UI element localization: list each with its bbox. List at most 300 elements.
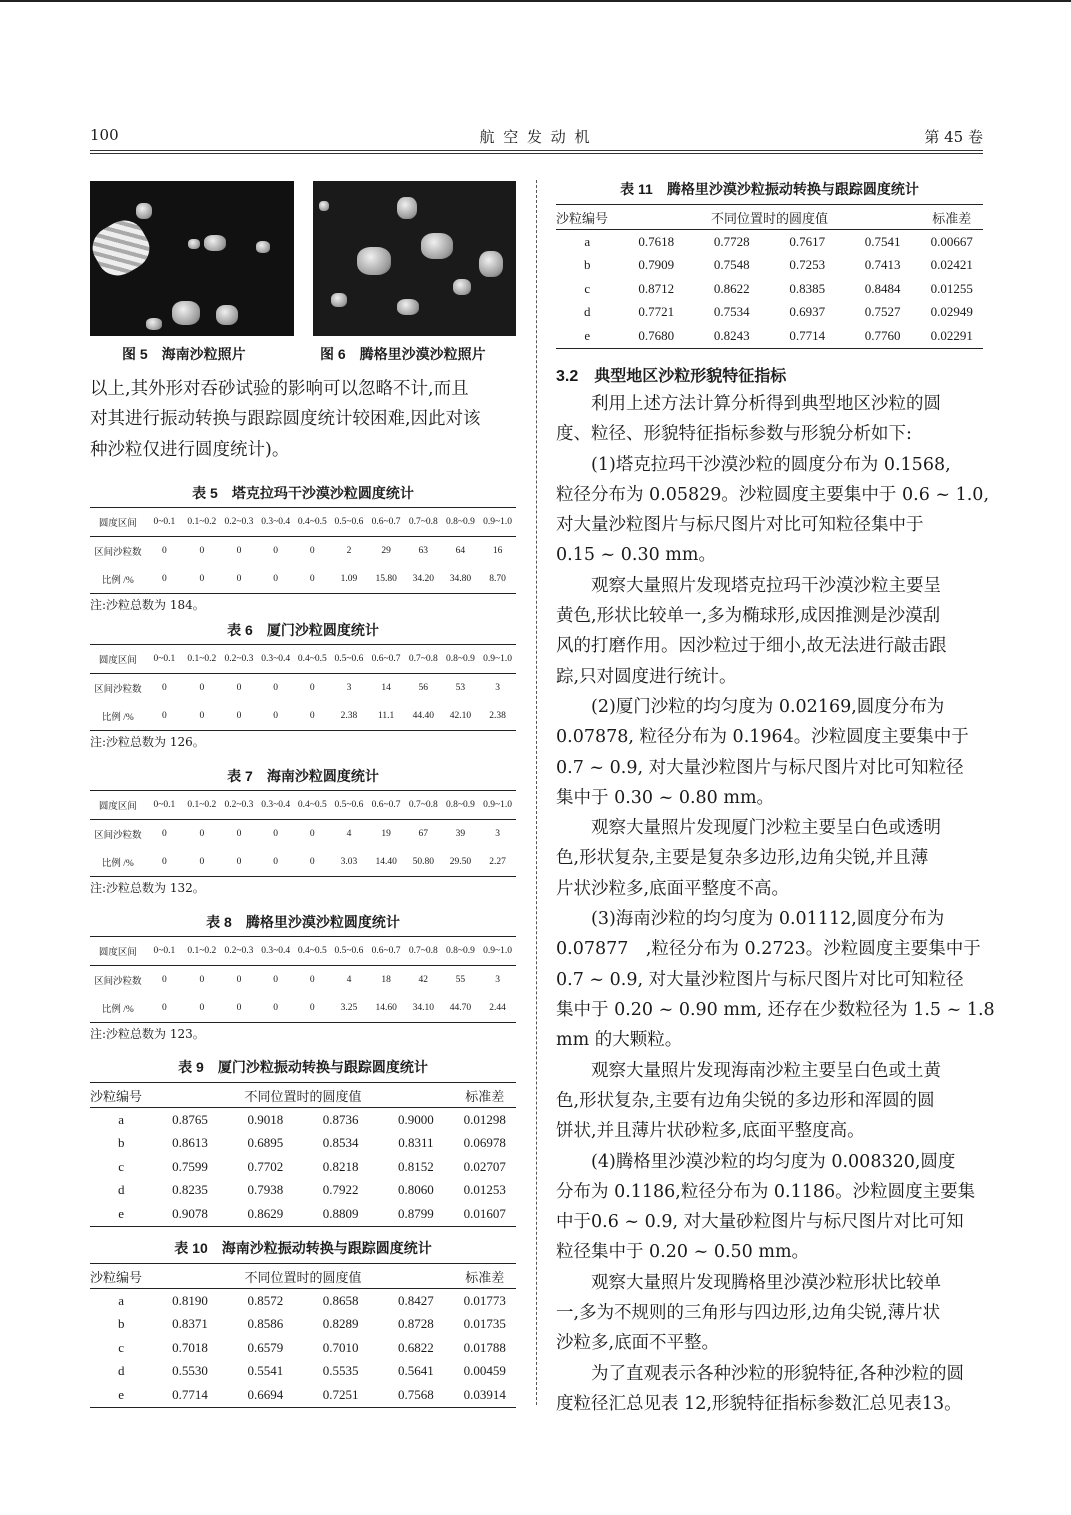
table-row — [90, 1202, 516, 1226]
table-header-cell: 标准差 — [454, 1083, 516, 1108]
sand-grain — [256, 241, 270, 253]
table-cell: 0.8190 — [172, 1292, 208, 1308]
header-rule — [90, 150, 983, 151]
table-row — [556, 324, 983, 348]
table-cell: 0.5541 — [247, 1363, 284, 1379]
section-title: 3.2 典型地区沙粒形貌特征指标 — [556, 368, 787, 385]
table-cell: 0.8235 — [172, 1182, 208, 1198]
table-cell: 3 — [495, 683, 500, 693]
table-cell: 0.7599 — [172, 1158, 208, 1174]
table-cell: 0.8799 — [378, 1202, 453, 1226]
table-cell: 0 — [146, 565, 183, 594]
volume-label: 第 45 卷 — [924, 128, 983, 146]
table-cell: 0.02291 — [920, 324, 983, 348]
table-header-cell: 0.5~0.6 — [331, 791, 368, 820]
table-cell: 0 — [294, 994, 331, 1023]
table-row — [90, 674, 516, 703]
text-line: 0.7 ~ 0.9, 对大量沙粒图片与标尺图片对比可知粒径 — [556, 969, 964, 990]
table-header-cell: 0~0.1 — [146, 508, 183, 537]
table-header-cell: 沙粒编号 — [90, 1264, 152, 1289]
table-cell: 0 — [146, 702, 183, 731]
table-cell: 14.40 — [367, 848, 405, 877]
table-cell: 0.6579 — [247, 1339, 284, 1355]
text-line: 沙粒多,底面不平整。 — [556, 1333, 720, 1354]
table-cell: 0 — [273, 683, 278, 693]
table-cell: 0.8572 — [247, 1292, 284, 1308]
table-cell: 0.8152 — [398, 1158, 434, 1174]
table-cell: 0 — [273, 975, 278, 985]
table-cell: 0 — [294, 565, 331, 594]
table-cell: 0 — [221, 702, 258, 731]
table-cell: 0.8060 — [398, 1182, 434, 1198]
text-line: 色,形状复杂,主要有边角尖锐的多边形和浑圆的圆 — [556, 1090, 935, 1111]
table-cell: 0 — [199, 683, 205, 693]
table-cell: 0.02421 — [930, 257, 973, 273]
table-cell: 64 — [455, 546, 466, 556]
table-cell: 44.70 — [442, 994, 480, 1023]
table-cell: 0 — [183, 994, 221, 1023]
table-header-cell: 0.1~0.2 — [183, 791, 221, 820]
text-line: 观察大量照片发现海南沙粒主要呈白色或土黄 — [591, 1060, 941, 1081]
table-cell: 0.7568 — [378, 1383, 453, 1407]
sand-grain — [146, 318, 162, 330]
table-note: 注:沙粒总数为 184。 — [90, 598, 205, 612]
table-row — [90, 1336, 516, 1360]
table-cell: 0 — [146, 848, 183, 877]
table-header-cell: 0.3~0.4 — [257, 645, 294, 674]
table-cell: 0 — [236, 829, 242, 839]
text-line: 以上,其外形对吞砂试验的影响可以忽略不计,而且 — [90, 379, 469, 399]
table-cell: 区间沙粒数 — [94, 977, 142, 987]
text-line: 黄色,形状比较单一,多为椭球形,成因推测是沙漠刮 — [556, 606, 941, 627]
table-cell: 2.38 — [479, 702, 516, 731]
sand-grain — [397, 197, 417, 219]
table-caption: 表 7 海南沙粒圆度统计 — [227, 768, 379, 784]
table-cell: 0.7728 — [713, 233, 750, 249]
table-caption: 表 10 海南沙粒振动转换与跟踪圆度统计 — [174, 1240, 432, 1256]
table-cell: 15.80 — [367, 565, 405, 594]
table-cell: 0.7534 — [713, 304, 750, 320]
table-cell: 2 — [346, 546, 352, 556]
table-cell: 0 — [273, 829, 278, 839]
text-line: 度粒径汇总见表 12,形貌特征指标参数汇总见表13。 — [556, 1393, 962, 1414]
sand-grain — [136, 203, 152, 219]
text-line: 色,形状复杂,主要是复杂多边形,边角尖锐,并且薄 — [556, 848, 929, 869]
table-cell: 0.01253 — [463, 1182, 506, 1198]
sand-grain — [421, 233, 453, 259]
table-row — [556, 230, 983, 254]
journal-title: 航 空 发 动 机 — [479, 128, 592, 146]
table-header-cell: 0.4~0.5 — [294, 645, 331, 674]
table-header-cell: 0.8~0.9 — [442, 791, 480, 820]
sand-grain — [331, 293, 347, 307]
table-header-cell: 0.7~0.8 — [405, 791, 442, 820]
table-cell: 0.7618 — [638, 233, 675, 249]
table-cell: 0 — [309, 975, 315, 985]
paragraph — [556, 1056, 983, 1147]
table-cell: c — [584, 280, 591, 296]
table-cell: 0.7527 — [864, 304, 901, 320]
table-header-row — [556, 205, 983, 230]
table-header-cell: 不同位置时的圆度值 — [619, 205, 921, 230]
text-line: 集中于 0.20 ~ 0.90 mm, 还存在少数粒径为 1.5 ~ 1.8 — [556, 999, 995, 1020]
sand-grain — [357, 247, 391, 275]
text-line: 0.07877 ,粒径分布为 0.2723。沙粒圆度主要集中于 — [556, 939, 981, 960]
table-cell: 0.02949 — [930, 304, 973, 320]
table-cell: 0.7680 — [619, 324, 694, 348]
table-cell: 50.80 — [405, 848, 442, 877]
data-table — [90, 644, 516, 731]
table-cell: 0.7548 — [713, 257, 750, 273]
table-cell: 4 — [346, 829, 352, 839]
table-cell: 0 — [183, 702, 221, 731]
table-caption: 表 6 厦门沙粒圆度统计 — [227, 622, 379, 638]
table-cell: 0 — [294, 848, 331, 877]
table-header-cell: 0.2~0.3 — [221, 645, 258, 674]
table-cell: 39 — [455, 829, 466, 839]
table-row — [90, 1132, 516, 1156]
data-table — [90, 936, 516, 1023]
figure-6-photo — [313, 181, 516, 336]
table-cell: 0 — [257, 702, 294, 731]
table-row — [90, 702, 516, 731]
table-cell: 0 — [183, 848, 221, 877]
table-cell: 14 — [381, 683, 391, 693]
table-header-cell: 0.6~0.7 — [367, 645, 405, 674]
table-cell: 0.8622 — [713, 280, 750, 296]
table-cell: 比例 /% — [90, 994, 146, 1023]
table-header-cell: 圆度区间 — [90, 645, 146, 674]
table-cell: 0.8427 — [398, 1292, 434, 1308]
table-cell: 0 — [257, 565, 294, 594]
table-note: 注:沙粒总数为 123。 — [90, 1027, 205, 1041]
table-note: 注:沙粒总数为 126。 — [90, 735, 205, 749]
table-cell: 0.7760 — [845, 324, 920, 348]
table-cell: d — [117, 1363, 125, 1379]
table-header-cell: 0.7~0.8 — [405, 508, 442, 537]
table-caption: 表 8 腾格里沙漠沙粒圆度统计 — [206, 914, 400, 930]
text-line: 0.7 ~ 0.9, 对大量沙粒图片与标尺图片对比可知粒径 — [556, 757, 964, 778]
table-cell: 53 — [455, 683, 466, 693]
table-cell: 0.8629 — [228, 1202, 303, 1226]
table-cell: 0 — [183, 565, 221, 594]
table-cell: 0.01788 — [463, 1339, 506, 1355]
table-cell: c — [118, 1158, 125, 1174]
table-cell: 0 — [236, 975, 242, 985]
data-table — [90, 1082, 516, 1227]
table-header-cell: 0~0.1 — [146, 791, 183, 820]
table-header-cell: 0.1~0.2 — [183, 508, 221, 537]
table-header-cell: 0~0.1 — [146, 645, 183, 674]
text-line: 一,多为不规则的三角形与四边形,边角尖锐,薄片状 — [556, 1302, 941, 1323]
table-cell: 0.7714 — [152, 1383, 227, 1407]
text-line: 观察大量照片发现腾格里沙漠沙粒形状比较单 — [591, 1272, 941, 1293]
table-caption: 表 11 腾格里沙漠沙粒振动转换与跟踪圆度统计 — [620, 181, 919, 197]
table-cell: 0 — [161, 546, 167, 556]
text-line: 观察大量照片发现厦门沙粒主要呈白色或透明 — [591, 818, 941, 839]
table-header-cell: 沙粒编号 — [90, 1083, 152, 1108]
table-header-cell: 0.5~0.6 — [331, 937, 368, 966]
table-cell: 0.01773 — [463, 1292, 506, 1308]
table-cell: 67 — [418, 829, 429, 839]
table-header-cell: 0.1~0.2 — [183, 645, 221, 674]
table-cell: 0.03914 — [454, 1383, 516, 1407]
sand-grain — [216, 305, 238, 325]
table-cell: 3.03 — [331, 848, 368, 877]
table-cell: 0.5641 — [398, 1363, 434, 1379]
paragraph — [556, 1268, 983, 1359]
table-cell: 0.8218 — [322, 1158, 359, 1174]
table-cell: 区间沙粒数 — [94, 831, 142, 841]
table-cell: a — [584, 233, 591, 249]
text-line: 度、粒径、形貌特征指标参数与形貌分析如下: — [556, 424, 912, 445]
table-cell: b — [117, 1316, 125, 1332]
paragraph — [556, 450, 990, 571]
table-header-cell: 标准差 — [920, 205, 983, 230]
table-cell: 34.20 — [405, 565, 442, 594]
table-cell: 0.9078 — [152, 1202, 227, 1226]
table-header-cell: 0.3~0.4 — [257, 791, 294, 820]
table-cell: 0.7938 — [247, 1182, 284, 1198]
text-line: 为了直观表示各种沙粒的形貌特征,各种沙粒的圆 — [591, 1363, 965, 1384]
table-cell: 3 — [495, 829, 500, 839]
table-cell: 0.6937 — [789, 304, 826, 320]
table-cell: 0.7714 — [769, 324, 844, 348]
table-cell: 0 — [199, 829, 205, 839]
table-header-cell: 0.7~0.8 — [405, 645, 442, 674]
text-line: (4)腾格里沙漠沙粒的均匀度为 0.008320,圆度 — [591, 1151, 956, 1172]
table-cell: 0.00667 — [930, 233, 973, 249]
table-header-cell: 0.9~1.0 — [479, 508, 516, 537]
table-cell: e — [90, 1383, 152, 1407]
table-cell: 2.38 — [331, 702, 368, 731]
table-cell: 42.10 — [442, 702, 480, 731]
table-cell: 0.8613 — [172, 1135, 208, 1151]
table-row — [90, 1108, 516, 1132]
table-header-cell: 0.6~0.7 — [367, 937, 405, 966]
paragraph — [556, 904, 995, 1055]
table-cell: 11.1 — [367, 702, 405, 731]
table-cell: 14.60 — [367, 994, 405, 1023]
table-cell: 0.8484 — [864, 280, 901, 296]
table-cell: 0.9018 — [247, 1111, 284, 1127]
table-row — [90, 1360, 516, 1384]
table-cell: 0.8534 — [322, 1135, 359, 1151]
table-header-cell: 0.4~0.5 — [294, 508, 331, 537]
text-line: 粒径分布为 0.05829。沙粒圆度主要集中于 0.6 ~ 1.0, — [556, 484, 990, 505]
table-cell: 3.25 — [331, 994, 368, 1023]
table-cell: 63 — [418, 546, 429, 556]
table-header-cell: 0.7~0.8 — [405, 937, 442, 966]
table-row — [556, 301, 983, 325]
data-table — [90, 790, 516, 877]
paragraph — [556, 1359, 983, 1420]
table-cell: 0.7251 — [303, 1383, 378, 1407]
text-line: 风的打磨作用。因沙粒过于细小,故无法进行敲击跟 — [556, 636, 947, 657]
data-table — [90, 507, 516, 594]
table-cell: 0.7702 — [247, 1158, 284, 1174]
table-row — [90, 1383, 516, 1407]
table-cell: 3 — [346, 683, 352, 693]
text-line: 观察大量照片发现塔克拉玛干沙漠沙粒主要呈 — [591, 575, 941, 596]
table-cell: 3 — [495, 975, 500, 985]
table-cell: 29 — [381, 546, 391, 556]
table-cell: a — [118, 1292, 125, 1308]
table-cell: 比例 /% — [90, 848, 146, 877]
header-rule — [90, 153, 983, 154]
table-header-cell: 圆度区间 — [90, 508, 146, 537]
table-note: 注:沙粒总数为 132。 — [90, 881, 205, 895]
table-cell: 0.6895 — [247, 1135, 284, 1151]
table-cell: c — [118, 1339, 125, 1355]
table-cell: b — [117, 1135, 125, 1151]
table-header-cell: 不同位置时的圆度值 — [152, 1264, 453, 1289]
table-caption: 表 9 厦门沙粒振动转换与跟踪圆度统计 — [178, 1059, 428, 1075]
table-cell: 0.8243 — [694, 324, 769, 348]
paragraph — [556, 389, 983, 450]
text-line: 中于0.6 ~ 0.9, 对大量砂粒图片与标尺图片对比可知 — [556, 1212, 964, 1233]
table-header-cell: 0.9~1.0 — [479, 791, 516, 820]
text-line: 踪,只对圆度进行统计。 — [556, 666, 737, 687]
table-header-cell: 0.2~0.3 — [221, 508, 258, 537]
table-cell: 0.9000 — [398, 1111, 434, 1127]
table-row — [556, 277, 983, 301]
table-cell: 0.01735 — [463, 1316, 506, 1332]
table-cell: 0.8371 — [172, 1316, 208, 1332]
table-row — [90, 994, 516, 1023]
table-cell: 2.27 — [479, 848, 516, 877]
table-caption: 表 5 塔克拉玛干沙漠沙粒圆度统计 — [192, 485, 414, 501]
text-line: 0.15 ~ 0.30 mm。 — [556, 545, 716, 566]
table-header-cell: 不同位置时的圆度值 — [152, 1083, 453, 1108]
sand-grain — [204, 235, 226, 251]
table-cell: 42 — [418, 975, 429, 985]
table-row — [90, 820, 516, 849]
table-cell: 0 — [161, 829, 167, 839]
table-cell: 0.8658 — [322, 1292, 359, 1308]
sand-grain — [319, 201, 329, 211]
table-header-cell: 0.1~0.2 — [183, 937, 221, 966]
table-cell: 0.7010 — [322, 1339, 359, 1355]
table-cell: d — [117, 1182, 125, 1198]
table-header-cell: 0.9~1.0 — [479, 645, 516, 674]
table-cell: 0 — [221, 848, 258, 877]
figure-6-caption: 图 6 腾格里沙漠沙粒照片 — [320, 346, 486, 362]
table-header-cell: 0.2~0.3 — [221, 791, 258, 820]
text-line: 分布为 0.1186,粒径分布为 0.1186。沙粒圆度主要集 — [556, 1181, 976, 1202]
table-header-row — [90, 1083, 516, 1108]
table-header-cell: 标准差 — [454, 1264, 516, 1289]
table-cell: e — [556, 324, 619, 348]
table-header-cell: 0.5~0.6 — [331, 645, 368, 674]
table-row — [90, 848, 516, 877]
table-cell: 0 — [294, 702, 331, 731]
paragraph — [556, 1147, 983, 1268]
table-cell: 0.7541 — [864, 233, 901, 249]
table-cell: 0.5535 — [322, 1363, 359, 1379]
table-header-cell: 0.3~0.4 — [257, 508, 294, 537]
table-cell: 0 — [236, 683, 242, 693]
table-cell: 0.8712 — [638, 280, 675, 296]
table-cell: 0 — [161, 683, 167, 693]
table-cell: 0.7617 — [789, 233, 826, 249]
text-line: mm 的大颗粒。 — [556, 1030, 683, 1051]
table-cell: 0.00459 — [463, 1363, 506, 1379]
table-header-cell: 0.6~0.7 — [367, 791, 405, 820]
paragraph — [556, 692, 983, 813]
text-line: 对其进行振动转换与跟踪圆度统计较困难,因此对该 — [90, 409, 481, 430]
table-cell: 19 — [381, 829, 391, 839]
table-cell: 区间沙粒数 — [94, 685, 142, 695]
table-cell: 0.7721 — [638, 304, 675, 320]
table-cell: 0.01607 — [454, 1202, 516, 1226]
text-line: 粒径集中于 0.20 ~ 0.50 mm。 — [556, 1242, 810, 1263]
table-cell: 0.8311 — [398, 1135, 434, 1151]
table-header-cell: 0.8~0.9 — [442, 937, 480, 966]
table-cell: a — [118, 1111, 125, 1127]
text-line: 集中于 0.30 ~ 0.80 mm。 — [556, 787, 775, 808]
top-border — [0, 0, 1071, 2]
text-line: 对大量沙粒图片与标尺图片对比可知粒径集中于 — [556, 515, 924, 536]
table-cell: 比例 /% — [90, 702, 146, 731]
table-row — [90, 537, 516, 566]
table-cell: 18 — [381, 975, 391, 985]
table-cell: 0 — [161, 975, 167, 985]
text-line: (2)厦门沙粒的均匀度为 0.02169,圆度分布为 — [591, 697, 945, 717]
table-header-cell: 0.8~0.9 — [442, 508, 480, 537]
table-header-cell: 0.6~0.7 — [367, 508, 405, 537]
table-cell: 0.8586 — [247, 1316, 284, 1332]
table-row — [90, 966, 516, 995]
table-cell: 0.7922 — [322, 1182, 359, 1198]
data-table — [90, 1263, 516, 1408]
table-cell: 比例 /% — [90, 565, 146, 594]
table-header-cell: 0.8~0.9 — [442, 645, 480, 674]
sand-grain — [397, 299, 419, 315]
sand-grain — [479, 251, 503, 277]
table-cell: 0 — [199, 546, 205, 556]
table-cell: 0.8765 — [172, 1111, 208, 1127]
table-header-cell: 圆度区间 — [90, 937, 146, 966]
table-cell: 区间沙粒数 — [94, 548, 142, 558]
table-header-cell: 0.5~0.6 — [331, 508, 368, 537]
table-cell: 8.70 — [479, 565, 516, 594]
table-cell: 0.02707 — [463, 1158, 506, 1174]
table-cell: 0 — [236, 546, 242, 556]
table-row — [90, 1179, 516, 1203]
table-cell: 0 — [309, 829, 315, 839]
table-cell: 56 — [418, 683, 429, 693]
table-header-cell: 0.2~0.3 — [221, 937, 258, 966]
table-cell: 4 — [346, 975, 352, 985]
table-cell: 44.40 — [405, 702, 442, 731]
table-cell: 0 — [199, 975, 205, 985]
table-cell: 0.6822 — [398, 1339, 434, 1355]
table-header-cell: 0.4~0.5 — [294, 937, 331, 966]
table-cell: 0.8385 — [789, 280, 826, 296]
table-cell: 0.01255 — [930, 280, 973, 296]
table-header-cell: 0~0.1 — [146, 937, 183, 966]
table-cell: 0.8728 — [398, 1316, 434, 1332]
table-row — [90, 1289, 516, 1313]
table-cell: 34.80 — [442, 565, 480, 594]
table-header-cell: 沙粒编号 — [556, 205, 619, 230]
sand-grain — [188, 239, 200, 249]
text-line: 0.07878, 粒径分布为 0.1964。沙粒圆度主要集中于 — [556, 727, 969, 748]
text-line: 片状沙粒多,底面平整度不高。 — [556, 878, 790, 899]
table-cell: 0 — [309, 683, 315, 693]
figure-5-photo — [90, 181, 294, 336]
